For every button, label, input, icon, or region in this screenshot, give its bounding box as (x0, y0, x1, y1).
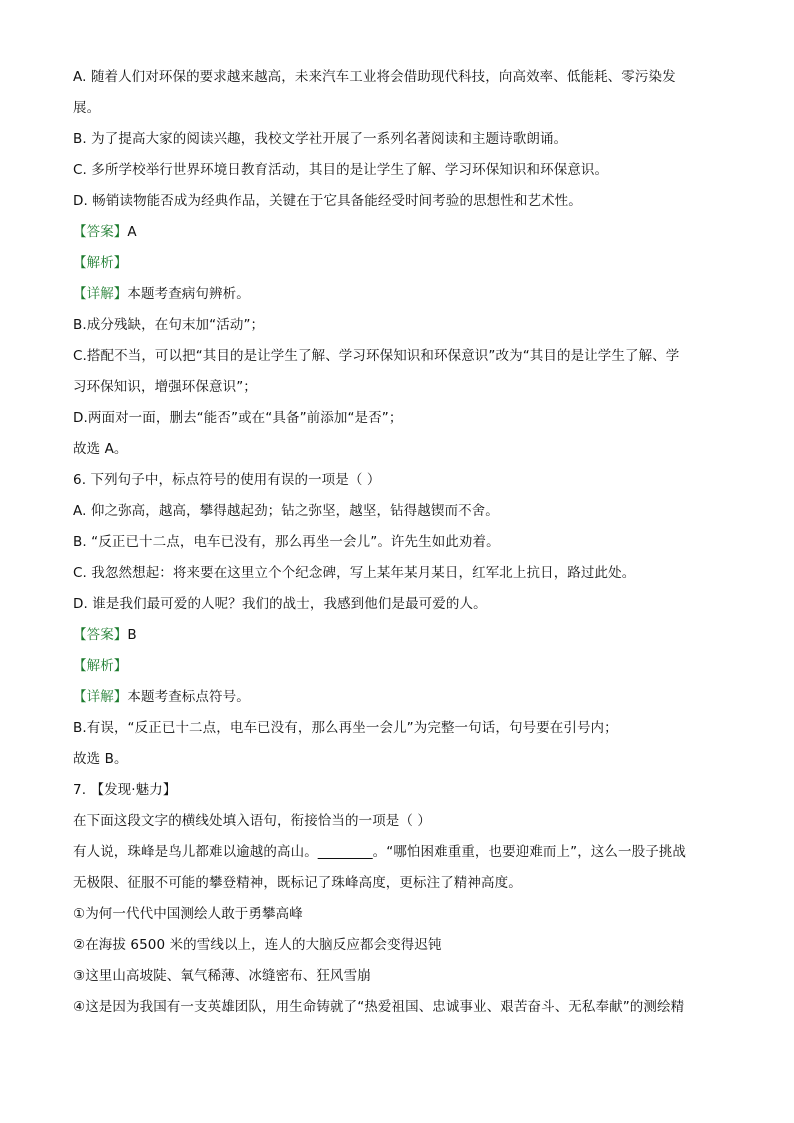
sentence-3 (73, 961, 733, 992)
sentence-4 (73, 992, 733, 1023)
option-c-line (73, 155, 733, 186)
answer-value: B (127, 627, 137, 643)
q6-option-a (73, 496, 733, 527)
text: 展。 (73, 100, 101, 116)
text: A. 仰之弥高，越高，攀得越起劲；钻之弥坚，越坚，钻得越锲而不舍。 (73, 503, 499, 519)
conclusion-5 (73, 434, 733, 465)
text: B. “反正已十二点，电车已没有，那么再坐一会儿”。许先生如此劝着。 (73, 534, 500, 550)
text: B.成分残缺，在句末加“活动”； (73, 317, 265, 333)
text: 6. 下列句子中，标点符号的使用有误的一项是（ ） (73, 472, 381, 488)
answer-tag: 【答案】 (73, 224, 128, 240)
question-7-heading (73, 775, 733, 806)
text: ③这里山高坡陡、氧气稀薄、冰缝密布、狂风雪崩 (73, 968, 371, 984)
explanation-d (73, 403, 733, 434)
answer-tag: 【答案】 (73, 627, 128, 643)
q6-option-c (73, 558, 733, 589)
text: D. 畅销读物能否成为经典作品，关键在于它具备能经受时间考验的思想性和艺术性。 (73, 193, 582, 209)
text: D. 谁是我们最可爱的人呢？我们的战士，我感到他们是最可爱的人。 (73, 596, 487, 612)
option-a-line-1 (73, 62, 733, 93)
question-6 (73, 465, 733, 496)
answer-line-6 (73, 620, 733, 651)
explanation-c-2 (73, 372, 733, 403)
analysis-heading-5 (73, 248, 733, 279)
sentence-2 (73, 930, 733, 961)
text: ④这是因为我国有一支英雄团队，用生命铸就了“热爱祖国、忠诚事业、艰苦奋斗、无私奉献”的测绘精 (73, 999, 685, 1015)
text: C.搭配不当，可以把“其目的是让学生了解、学习环保知识和环保意识”改为“其目的是让学生了解、学 (73, 348, 680, 364)
text: 故选 A。 (73, 441, 128, 457)
text: A. 随着人们对环保的要求越来越高，未来汽车工业将会借助现代科技，向高效率、低能耗、零污染发 (73, 69, 676, 85)
conclusion-6 (73, 744, 733, 775)
sentence-1 (73, 899, 733, 930)
detail-tag: 【详解】 (73, 286, 128, 302)
text: ②在海拔 6500 米的雪线以上，连人的大脑反应都会变得迟钝 (73, 937, 442, 953)
analysis-heading-6 (73, 651, 733, 682)
text: 本题考查标点符号。 (127, 689, 250, 705)
answer-line-5 (73, 217, 733, 248)
analysis-tag: 【解析】 (73, 658, 128, 674)
text: 故选 B。 (73, 751, 128, 767)
detail-line-5 (73, 279, 733, 310)
text: C. 多所学校举行世界环境日教育活动，其目的是让学生了解、学习环保知识和环保意识。 (73, 162, 609, 178)
text: 无极限、征服不可能的攀登精神，既标记了珠峰高度，更标注了精神高度。 (73, 875, 522, 891)
option-b-line (73, 124, 733, 155)
q6-option-b (73, 527, 733, 558)
answer-value: A (127, 224, 137, 240)
passage-line-1 (73, 837, 733, 868)
text: 本题考查病句辨析。 (127, 286, 250, 302)
option-a-line-2 (73, 93, 733, 124)
q6-explanation-b (73, 713, 733, 744)
detail-tag: 【详解】 (73, 689, 128, 705)
text: 习环保知识，增强环保意识”； (73, 379, 257, 395)
detail-line-6 (73, 682, 733, 713)
text: ①为何一代代中国测绘人敢于勇攀高峰 (73, 906, 303, 922)
text: C. 我忽然想起：将来要在这里立个个纪念碑，写上某年某月某日，红军北上抗日，路过此处。 (73, 565, 636, 581)
text: D.两面对一面，删去“能否”或在“具备”前添加“是否”； (73, 410, 403, 426)
text: 在下面这段文字的横线处填入语句，衔接恰当的一项是（ ） (73, 813, 431, 829)
document-page (73, 62, 733, 1023)
text: B. 为了提高大家的阅读兴趣，我校文学社开展了一系列名著阅读和主题诗歌朗诵。 (73, 131, 568, 147)
fill-blank: ________ (317, 844, 373, 860)
question-7-prompt (73, 806, 733, 837)
passage-line-2 (73, 868, 733, 899)
option-d-line (73, 186, 733, 217)
explanation-c-1 (73, 341, 733, 372)
explanation-b (73, 310, 733, 341)
analysis-tag: 【解析】 (73, 255, 128, 271)
text: 7. 【发现·魅力】 (73, 782, 177, 798)
text: 有人说，珠峰是鸟儿都难以逾越的高山。 (73, 844, 318, 860)
q6-option-d (73, 589, 733, 620)
text: 。“哪怕困难重重，也要迎难而上”，这么一股子挑战 (372, 844, 687, 860)
text: B.有误，“反正已十二点，电车已没有，那么再坐一会儿”为完整一句话，句号要在引号内； (73, 720, 618, 736)
